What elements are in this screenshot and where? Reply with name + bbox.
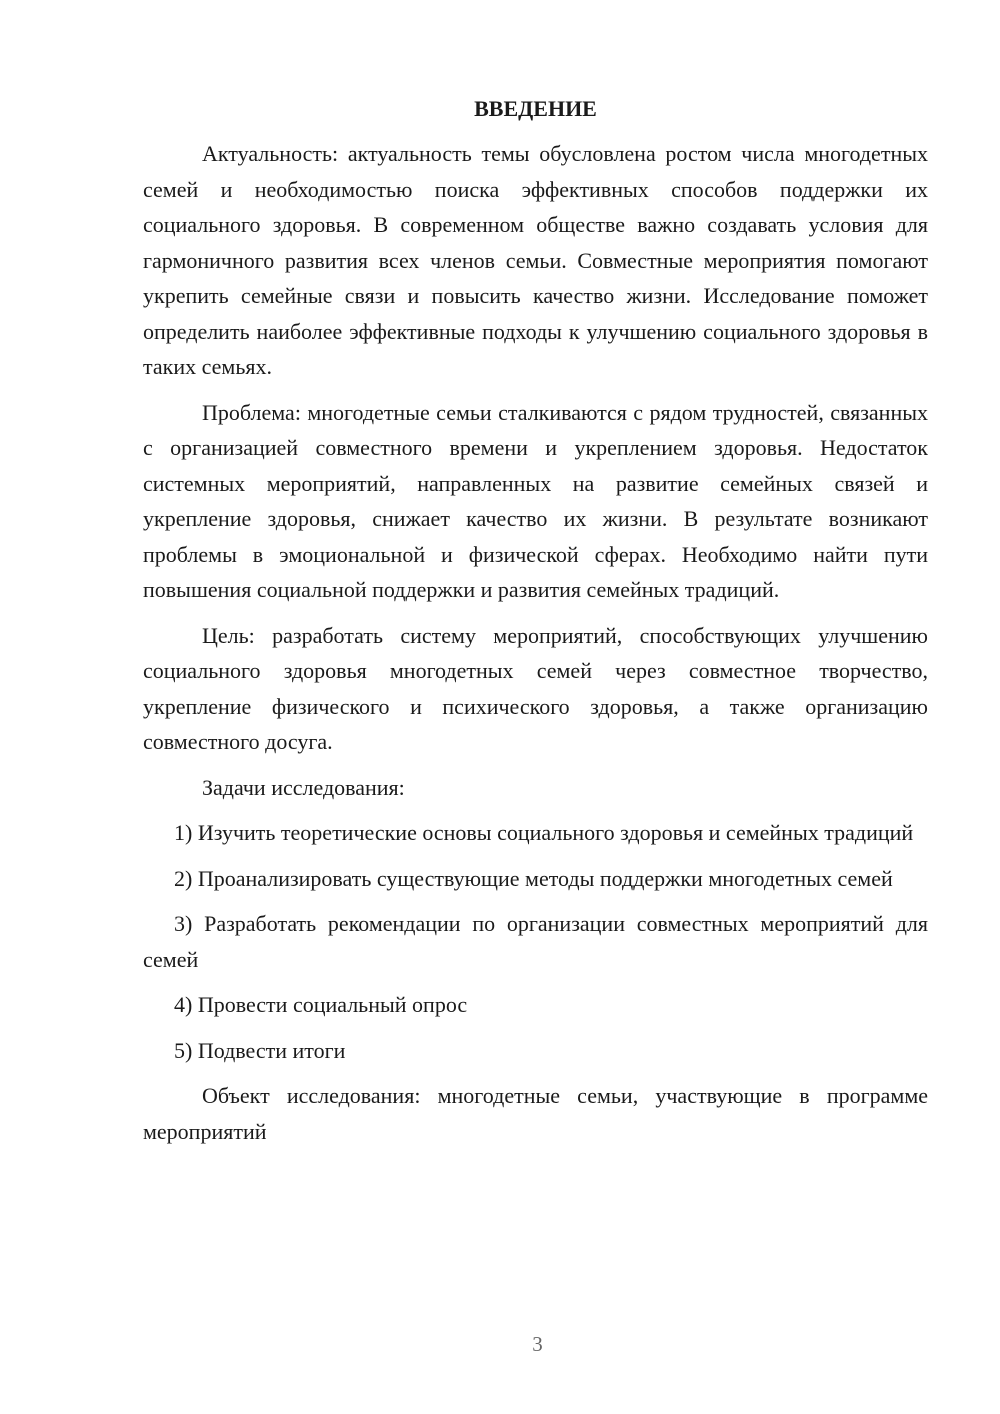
paragraph-object: Объект исследования: многодетные семьи, участвующие в программе мероприятий bbox=[143, 1083, 928, 1144]
tasks-heading: Задачи исследования: bbox=[202, 774, 405, 800]
task-item-3: 3) Разработать рекомендации по организации совместных мероприятий для семей bbox=[143, 911, 928, 972]
task-item-2: 2) Проанализировать существующие методы поддержки многодетных семей bbox=[174, 865, 893, 891]
task-item-4: 4) Провести социальный опрос bbox=[174, 992, 468, 1017]
page-content bbox=[143, 94, 928, 1159]
task-item-1: 1) Изучить теоретические основы социального здоровья и семейных традиций bbox=[174, 820, 914, 845]
task-item-5: 5) Подвести итоги bbox=[174, 1037, 346, 1063]
paragraph-problem: Проблема: многодетные семьи сталкиваются с рядом трудностей, связанных с организацией совместного времени и укреплением здоровья. Недостаток системных мероприятий, направленных на развитие семейных связей и укрепление здоровья, снижает качество их жизни. В результате возникают проблемы в эмоциональной и физической сферах. Необходимо найти пути повышения социальной поддержки и развития семейных традиций. bbox=[143, 399, 928, 602]
page-number: 3 bbox=[532, 1332, 543, 1356]
section-title: ВВЕДЕНИЕ bbox=[474, 96, 597, 121]
paragraph-goal: Цель: разработать систему мероприятий, способствующих улучшению социального здоровья многодетных семей через совместное творчество, укрепление физического и психического здоровья, а также организацию совместного досуга. bbox=[143, 622, 928, 754]
paragraph-relevance: Актуальность: актуальность темы обусловлена ростом числа многодетных семей и необходимостью поиска эффективных способов поддержки их социального здоровья. В современном обществе важно создавать условия для гармоничного развития всех членов семьи. Совместные мероприятия помогают укрепить семейные связи и повысить качество жизни. Исследование поможет определить наиболее эффективные подходы к улучшению социального здоровья в таких семьях. bbox=[143, 141, 928, 379]
